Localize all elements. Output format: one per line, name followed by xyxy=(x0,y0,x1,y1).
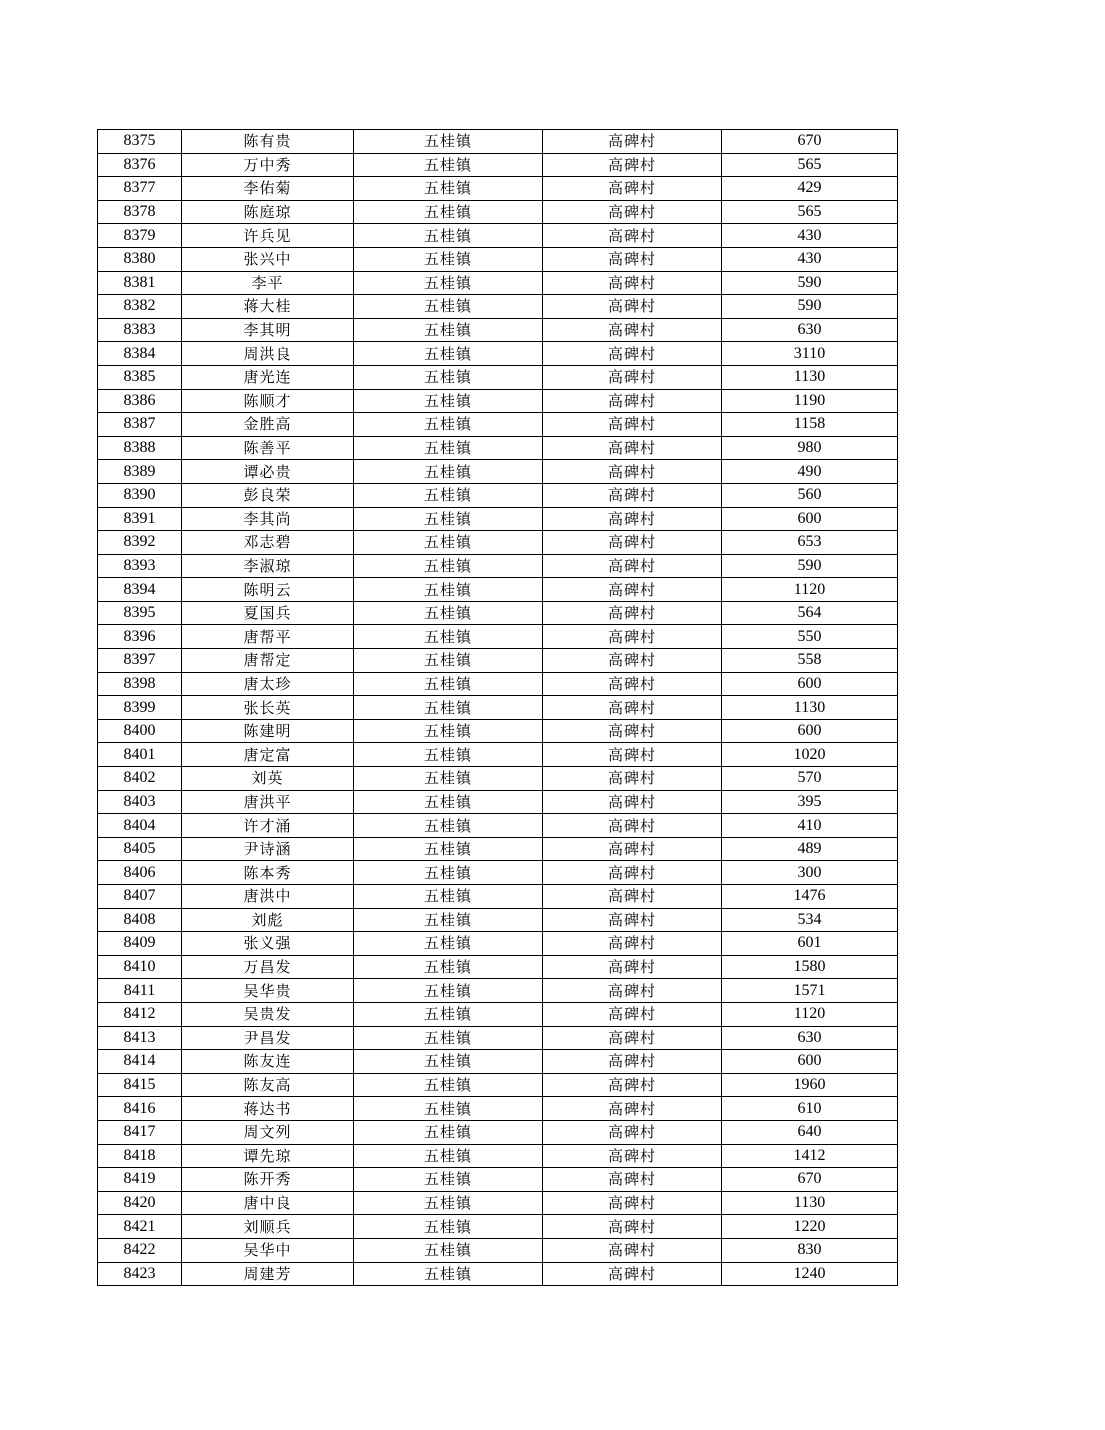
table-row xyxy=(98,908,898,932)
town-name: 五桂镇 xyxy=(354,483,543,507)
amount-value: 565 xyxy=(722,153,898,177)
person-name: 蒋达书 xyxy=(182,1097,354,1121)
person-name: 唐洪平 xyxy=(182,790,354,814)
row-number: 8414 xyxy=(98,1050,182,1074)
amount-value: 1190 xyxy=(722,389,898,413)
amount-value: 1158 xyxy=(722,413,898,437)
village-name: 高碑村 xyxy=(543,1144,722,1168)
amount-value: 1130 xyxy=(722,1191,898,1215)
table-row xyxy=(98,1238,898,1262)
row-number: 8377 xyxy=(98,177,182,201)
village-name: 高碑村 xyxy=(543,483,722,507)
amount-value: 395 xyxy=(722,790,898,814)
person-name: 陈建明 xyxy=(182,719,354,743)
person-name: 张长英 xyxy=(182,696,354,720)
town-name: 五桂镇 xyxy=(354,837,543,861)
village-name: 高碑村 xyxy=(543,389,722,413)
table-row xyxy=(98,554,898,578)
amount-value: 3110 xyxy=(722,342,898,366)
row-number: 8385 xyxy=(98,365,182,389)
amount-value: 590 xyxy=(722,554,898,578)
table-row xyxy=(98,719,898,743)
person-name: 邓志碧 xyxy=(182,531,354,555)
row-number: 8398 xyxy=(98,672,182,696)
amount-value: 410 xyxy=(722,814,898,838)
person-name: 吴华贵 xyxy=(182,979,354,1003)
amount-value: 590 xyxy=(722,295,898,319)
person-name: 金胜高 xyxy=(182,413,354,437)
town-name: 五桂镇 xyxy=(354,413,543,437)
row-number: 8420 xyxy=(98,1191,182,1215)
table-row xyxy=(98,483,898,507)
row-number: 8416 xyxy=(98,1097,182,1121)
row-number: 8422 xyxy=(98,1238,182,1262)
row-number: 8410 xyxy=(98,955,182,979)
row-number: 8384 xyxy=(98,342,182,366)
table-row xyxy=(98,507,898,531)
village-name: 高碑村 xyxy=(543,295,722,319)
town-name: 五桂镇 xyxy=(354,507,543,531)
town-name: 五桂镇 xyxy=(354,885,543,909)
town-name: 五桂镇 xyxy=(354,932,543,956)
row-number: 8378 xyxy=(98,200,182,224)
row-number: 8415 xyxy=(98,1073,182,1097)
town-name: 五桂镇 xyxy=(354,814,543,838)
village-name: 高碑村 xyxy=(543,979,722,1003)
table-row xyxy=(98,1168,898,1192)
person-name: 夏国兵 xyxy=(182,601,354,625)
village-name: 高碑村 xyxy=(543,413,722,437)
amount-value: 600 xyxy=(722,672,898,696)
table-row xyxy=(98,436,898,460)
table-row xyxy=(98,200,898,224)
row-number: 8383 xyxy=(98,318,182,342)
amount-value: 429 xyxy=(722,177,898,201)
village-name: 高碑村 xyxy=(543,460,722,484)
village-name: 高碑村 xyxy=(543,885,722,909)
amount-value: 610 xyxy=(722,1097,898,1121)
person-name: 刘英 xyxy=(182,767,354,791)
table-row xyxy=(98,130,898,154)
town-name: 五桂镇 xyxy=(354,295,543,319)
village-name: 高碑村 xyxy=(543,672,722,696)
row-number: 8397 xyxy=(98,649,182,673)
person-name: 谭先琼 xyxy=(182,1144,354,1168)
person-name: 陈明云 xyxy=(182,578,354,602)
amount-value: 1476 xyxy=(722,885,898,909)
town-name: 五桂镇 xyxy=(354,743,543,767)
village-name: 高碑村 xyxy=(543,271,722,295)
amount-value: 1120 xyxy=(722,1002,898,1026)
village-name: 高碑村 xyxy=(543,861,722,885)
amount-value: 600 xyxy=(722,719,898,743)
village-name: 高碑村 xyxy=(543,153,722,177)
table-row xyxy=(98,743,898,767)
row-number: 8404 xyxy=(98,814,182,838)
person-name: 陈庭琼 xyxy=(182,200,354,224)
town-name: 五桂镇 xyxy=(354,790,543,814)
table-row xyxy=(98,672,898,696)
town-name: 五桂镇 xyxy=(354,955,543,979)
person-name: 李佑菊 xyxy=(182,177,354,201)
table-row xyxy=(98,814,898,838)
town-name: 五桂镇 xyxy=(354,979,543,1003)
person-name: 唐定富 xyxy=(182,743,354,767)
person-name: 李平 xyxy=(182,271,354,295)
table-row xyxy=(98,531,898,555)
table-row xyxy=(98,625,898,649)
table-row xyxy=(98,1144,898,1168)
person-name: 许才涌 xyxy=(182,814,354,838)
amount-value: 1960 xyxy=(722,1073,898,1097)
village-name: 高碑村 xyxy=(543,837,722,861)
person-name: 陈开秀 xyxy=(182,1168,354,1192)
table-row xyxy=(98,365,898,389)
village-name: 高碑村 xyxy=(543,531,722,555)
village-name: 高碑村 xyxy=(543,247,722,271)
amount-value: 564 xyxy=(722,601,898,625)
row-number: 8402 xyxy=(98,767,182,791)
town-name: 五桂镇 xyxy=(354,1026,543,1050)
row-number: 8396 xyxy=(98,625,182,649)
village-name: 高碑村 xyxy=(543,1097,722,1121)
village-name: 高碑村 xyxy=(543,1191,722,1215)
table-row xyxy=(98,1026,898,1050)
amount-value: 601 xyxy=(722,932,898,956)
person-name: 陈友高 xyxy=(182,1073,354,1097)
village-name: 高碑村 xyxy=(543,224,722,248)
table-row xyxy=(98,979,898,1003)
village-name: 高碑村 xyxy=(543,1168,722,1192)
table-row xyxy=(98,342,898,366)
village-name: 高碑村 xyxy=(543,436,722,460)
row-number: 8388 xyxy=(98,436,182,460)
person-name: 周建芳 xyxy=(182,1262,354,1286)
person-name: 唐光连 xyxy=(182,365,354,389)
person-name: 唐洪中 xyxy=(182,885,354,909)
row-number: 8376 xyxy=(98,153,182,177)
person-name: 陈本秀 xyxy=(182,861,354,885)
village-name: 高碑村 xyxy=(543,507,722,531)
amount-value: 489 xyxy=(722,837,898,861)
table-row xyxy=(98,460,898,484)
amount-value: 430 xyxy=(722,247,898,271)
row-number: 8406 xyxy=(98,861,182,885)
amount-value: 670 xyxy=(722,1168,898,1192)
amount-value: 653 xyxy=(722,531,898,555)
person-name: 唐中良 xyxy=(182,1191,354,1215)
row-number: 8408 xyxy=(98,908,182,932)
row-number: 8399 xyxy=(98,696,182,720)
village-name: 高碑村 xyxy=(543,1238,722,1262)
person-name: 万中秀 xyxy=(182,153,354,177)
village-name: 高碑村 xyxy=(543,955,722,979)
town-name: 五桂镇 xyxy=(354,460,543,484)
table-row xyxy=(98,1215,898,1239)
row-number: 8390 xyxy=(98,483,182,507)
row-number: 8411 xyxy=(98,979,182,1003)
row-number: 8403 xyxy=(98,790,182,814)
row-number: 8413 xyxy=(98,1026,182,1050)
town-name: 五桂镇 xyxy=(354,436,543,460)
table-row xyxy=(98,1050,898,1074)
roster-table xyxy=(97,129,898,1286)
village-name: 高碑村 xyxy=(543,601,722,625)
row-number: 8394 xyxy=(98,578,182,602)
person-name: 唐帮定 xyxy=(182,649,354,673)
amount-value: 1220 xyxy=(722,1215,898,1239)
amount-value: 560 xyxy=(722,483,898,507)
row-number: 8412 xyxy=(98,1002,182,1026)
table-row xyxy=(98,1002,898,1026)
town-name: 五桂镇 xyxy=(354,672,543,696)
row-number: 8386 xyxy=(98,389,182,413)
town-name: 五桂镇 xyxy=(354,1262,543,1286)
table-row xyxy=(98,885,898,909)
town-name: 五桂镇 xyxy=(354,1120,543,1144)
town-name: 五桂镇 xyxy=(354,389,543,413)
amount-value: 630 xyxy=(722,318,898,342)
town-name: 五桂镇 xyxy=(354,342,543,366)
amount-value: 600 xyxy=(722,507,898,531)
village-name: 高碑村 xyxy=(543,649,722,673)
row-number: 8395 xyxy=(98,601,182,625)
table-row xyxy=(98,295,898,319)
table-row xyxy=(98,1191,898,1215)
person-name: 吴华中 xyxy=(182,1238,354,1262)
person-name: 张义强 xyxy=(182,932,354,956)
amount-value: 670 xyxy=(722,130,898,154)
row-number: 8393 xyxy=(98,554,182,578)
row-number: 8392 xyxy=(98,531,182,555)
person-name: 吴贵发 xyxy=(182,1002,354,1026)
village-name: 高碑村 xyxy=(543,908,722,932)
person-name: 许兵见 xyxy=(182,224,354,248)
person-name: 彭良荣 xyxy=(182,483,354,507)
village-name: 高碑村 xyxy=(543,743,722,767)
table-row xyxy=(98,1262,898,1286)
row-number: 8409 xyxy=(98,932,182,956)
amount-value: 1120 xyxy=(722,578,898,602)
table-row xyxy=(98,318,898,342)
table-row xyxy=(98,578,898,602)
amount-value: 1130 xyxy=(722,365,898,389)
village-name: 高碑村 xyxy=(543,932,722,956)
town-name: 五桂镇 xyxy=(354,696,543,720)
amount-value: 490 xyxy=(722,460,898,484)
village-name: 高碑村 xyxy=(543,767,722,791)
row-number: 8389 xyxy=(98,460,182,484)
table-row xyxy=(98,1073,898,1097)
row-number: 8423 xyxy=(98,1262,182,1286)
village-name: 高碑村 xyxy=(543,365,722,389)
roster-table-body xyxy=(98,130,898,1286)
amount-value: 1580 xyxy=(722,955,898,979)
amount-value: 980 xyxy=(722,436,898,460)
village-name: 高碑村 xyxy=(543,177,722,201)
village-name: 高碑村 xyxy=(543,1073,722,1097)
amount-value: 300 xyxy=(722,861,898,885)
amount-value: 1240 xyxy=(722,1262,898,1286)
amount-value: 565 xyxy=(722,200,898,224)
town-name: 五桂镇 xyxy=(354,578,543,602)
row-number: 8380 xyxy=(98,247,182,271)
town-name: 五桂镇 xyxy=(354,767,543,791)
table-row xyxy=(98,224,898,248)
village-name: 高碑村 xyxy=(543,719,722,743)
person-name: 万昌发 xyxy=(182,955,354,979)
table-row xyxy=(98,1120,898,1144)
amount-value: 1412 xyxy=(722,1144,898,1168)
person-name: 周文列 xyxy=(182,1120,354,1144)
village-name: 高碑村 xyxy=(543,318,722,342)
town-name: 五桂镇 xyxy=(354,247,543,271)
person-name: 尹昌发 xyxy=(182,1026,354,1050)
town-name: 五桂镇 xyxy=(354,200,543,224)
town-name: 五桂镇 xyxy=(354,318,543,342)
village-name: 高碑村 xyxy=(543,1262,722,1286)
village-name: 高碑村 xyxy=(543,1120,722,1144)
table-row xyxy=(98,767,898,791)
village-name: 高碑村 xyxy=(543,696,722,720)
amount-value: 1571 xyxy=(722,979,898,1003)
person-name: 唐太珍 xyxy=(182,672,354,696)
village-name: 高碑村 xyxy=(543,625,722,649)
person-name: 唐帮平 xyxy=(182,625,354,649)
town-name: 五桂镇 xyxy=(354,719,543,743)
row-number: 8407 xyxy=(98,885,182,909)
town-name: 五桂镇 xyxy=(354,1050,543,1074)
row-number: 8375 xyxy=(98,130,182,154)
town-name: 五桂镇 xyxy=(354,1168,543,1192)
town-name: 五桂镇 xyxy=(354,1002,543,1026)
person-name: 李其尚 xyxy=(182,507,354,531)
table-row xyxy=(98,271,898,295)
village-name: 高碑村 xyxy=(543,578,722,602)
row-number: 8401 xyxy=(98,743,182,767)
table-row xyxy=(98,601,898,625)
table-row xyxy=(98,696,898,720)
town-name: 五桂镇 xyxy=(354,224,543,248)
row-number: 8405 xyxy=(98,837,182,861)
town-name: 五桂镇 xyxy=(354,1191,543,1215)
person-name: 陈善平 xyxy=(182,436,354,460)
village-name: 高碑村 xyxy=(543,790,722,814)
town-name: 五桂镇 xyxy=(354,1215,543,1239)
person-name: 谭必贵 xyxy=(182,460,354,484)
town-name: 五桂镇 xyxy=(354,1073,543,1097)
row-number: 8421 xyxy=(98,1215,182,1239)
town-name: 五桂镇 xyxy=(354,1238,543,1262)
row-number: 8391 xyxy=(98,507,182,531)
town-name: 五桂镇 xyxy=(354,601,543,625)
person-name: 刘彪 xyxy=(182,908,354,932)
town-name: 五桂镇 xyxy=(354,271,543,295)
table-row xyxy=(98,955,898,979)
person-name: 周洪良 xyxy=(182,342,354,366)
table-row xyxy=(98,413,898,437)
person-name: 李淑琼 xyxy=(182,554,354,578)
person-name: 尹诗涵 xyxy=(182,837,354,861)
amount-value: 600 xyxy=(722,1050,898,1074)
person-name: 陈友连 xyxy=(182,1050,354,1074)
town-name: 五桂镇 xyxy=(354,649,543,673)
table-row xyxy=(98,790,898,814)
person-name: 陈顺才 xyxy=(182,389,354,413)
town-name: 五桂镇 xyxy=(354,153,543,177)
table-row xyxy=(98,389,898,413)
village-name: 高碑村 xyxy=(543,130,722,154)
row-number: 8417 xyxy=(98,1120,182,1144)
village-name: 高碑村 xyxy=(543,1026,722,1050)
table-row xyxy=(98,1097,898,1121)
village-name: 高碑村 xyxy=(543,342,722,366)
table-row xyxy=(98,932,898,956)
town-name: 五桂镇 xyxy=(354,1097,543,1121)
row-number: 8400 xyxy=(98,719,182,743)
row-number: 8387 xyxy=(98,413,182,437)
person-name: 陈有贵 xyxy=(182,130,354,154)
amount-value: 558 xyxy=(722,649,898,673)
village-name: 高碑村 xyxy=(543,1050,722,1074)
town-name: 五桂镇 xyxy=(354,177,543,201)
town-name: 五桂镇 xyxy=(354,531,543,555)
person-name: 刘顺兵 xyxy=(182,1215,354,1239)
amount-value: 534 xyxy=(722,908,898,932)
amount-value: 430 xyxy=(722,224,898,248)
town-name: 五桂镇 xyxy=(354,554,543,578)
village-name: 高碑村 xyxy=(543,554,722,578)
table-row xyxy=(98,177,898,201)
table-row xyxy=(98,837,898,861)
amount-value: 630 xyxy=(722,1026,898,1050)
amount-value: 570 xyxy=(722,767,898,791)
table-row xyxy=(98,153,898,177)
town-name: 五桂镇 xyxy=(354,908,543,932)
person-name: 张兴中 xyxy=(182,247,354,271)
table-row xyxy=(98,649,898,673)
amount-value: 830 xyxy=(722,1238,898,1262)
amount-value: 640 xyxy=(722,1120,898,1144)
person-name: 蒋大桂 xyxy=(182,295,354,319)
town-name: 五桂镇 xyxy=(354,130,543,154)
row-number: 8379 xyxy=(98,224,182,248)
village-name: 高碑村 xyxy=(543,1215,722,1239)
amount-value: 1020 xyxy=(722,743,898,767)
village-name: 高碑村 xyxy=(543,814,722,838)
row-number: 8419 xyxy=(98,1168,182,1192)
amount-value: 590 xyxy=(722,271,898,295)
amount-value: 1130 xyxy=(722,696,898,720)
table-row xyxy=(98,247,898,271)
row-number: 8418 xyxy=(98,1144,182,1168)
table-row xyxy=(98,861,898,885)
town-name: 五桂镇 xyxy=(354,365,543,389)
town-name: 五桂镇 xyxy=(354,861,543,885)
village-name: 高碑村 xyxy=(543,200,722,224)
person-name: 李其明 xyxy=(182,318,354,342)
town-name: 五桂镇 xyxy=(354,1144,543,1168)
row-number: 8382 xyxy=(98,295,182,319)
row-number: 8381 xyxy=(98,271,182,295)
amount-value: 550 xyxy=(722,625,898,649)
town-name: 五桂镇 xyxy=(354,625,543,649)
village-name: 高碑村 xyxy=(543,1002,722,1026)
